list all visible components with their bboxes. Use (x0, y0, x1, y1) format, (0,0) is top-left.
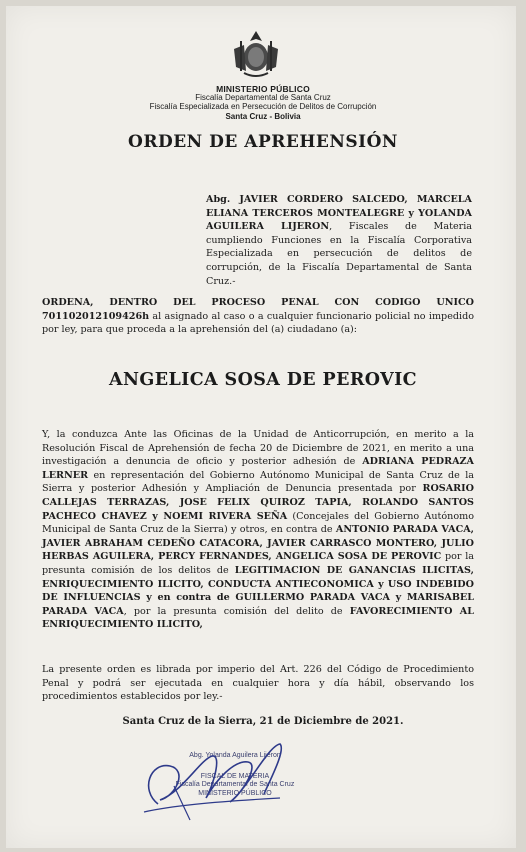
stamp-line: MINISTERIO PÚBLICO (198, 789, 272, 797)
bolivia-coat-of-arms-icon (228, 27, 284, 81)
header-department: Fiscalía Especializada en Persecución de Delitos de Corrupción (149, 102, 377, 111)
body-paragraph (42, 428, 474, 632)
intro-paragraph (206, 193, 472, 288)
document-title: ORDEN DE APREHENSIÓN (128, 132, 398, 152)
closing-paragraph: La presente orden es librada por imperio del Art. 226 del Código de Procedimiento Penal y podrá ser ejecutada en cualquier hora y día hábil, observando los procedimientos establecidos por ley.- (42, 664, 474, 703)
body-text: por la presunta comisión de los delitos de (42, 551, 474, 576)
header-location: Santa Cruz - Bolivia (225, 112, 301, 121)
stamp-line: Abg. Yolanda Aguilera Lijeron (189, 752, 281, 759)
intro-text: , Fiscales de Materia cumpliendo Funciones en la Fiscalía Corporativa Especializada en persecución de delitos de corrupción, de la Fiscalía Departamental de Santa Cruz.- (206, 221, 472, 287)
body-bold: ANTONIO PARADA VACA, JAVIER ABRAHAM CEDEÑO CATACORA, JAVIER CARRASCO MONTERO, JULIO HERBAS AGUILERA, PERCY FERNANDES, ANGELICA SOSA DE PEROVIC (42, 524, 474, 563)
body-text: en representación del Gobierno Autónomo Municipal de Santa Cruz de la Sierra y posterior Adhesión y Ampliación de Denuncia presentada por (42, 469, 474, 495)
handwritten-signature (130, 740, 300, 830)
stamp-line: FISCAL DE MATERIA (200, 772, 270, 780)
body-text: , por la presunta comisión del delito de (123, 605, 350, 617)
body-bold: FAVORECIMIENTO AL ENRIQUECIMIENTO ILICITO, (42, 605, 475, 631)
order-paragraph (42, 296, 474, 337)
header-office: Fiscalía Departamental de Santa Cruz (195, 93, 331, 102)
prosecutor-names: Abg. JAVIER CORDERO SALCEDO, MARCELA ELIANA TERCEROS MONTEALEGRE y YOLANDA AGUILERA LIJERON (206, 194, 472, 233)
order-text: al asignado al caso o a cualquier funcionario policial no impedido por ley, para que proceda a la aprehensión del (a) ciudadano (a): (42, 310, 474, 336)
body-bold: ADRIANA PEDRAZA LERNER (42, 456, 474, 481)
document-date: Santa Cruz de la Sierra, 21 de Diciembre de 2021. (122, 716, 404, 727)
body-bold: ROSARIO CALLEJAS TERRAZAS, JOSE FELIX QUIROZ TAPIA, ROLANDO SANTOS PACHECO CHAVEZ y NOEMI RIVERA SEÑA (42, 483, 474, 522)
body-text: (Concejales del Gobierno Autónomo Municipal de Santa Cruz de la Sierra) y otros, en contra de (42, 510, 474, 536)
header-institution: MINISTERIO PÚBLICO (216, 84, 310, 94)
body-text: Y, la conduzca Ante las Oficinas de la Unidad de Anticorrupción, en merito a la Resolución Fiscal de Aprehensión de fecha 20 de Diciembre de 2021, en merito a una investigación a denuncia de oficio y posterior adhesión de (42, 429, 474, 468)
stamp-line: Fiscalía Departamental de Santa Cruz (175, 781, 295, 788)
order-case-code: ORDENA, DENTRO DEL PROCESO PENAL CON CODIGO UNICO 701102012109426h (42, 297, 474, 322)
body-bold: LEGITIMACION DE GANANCIAS ILICITAS, ENRIQUECIMIENTO ILICITO, CONDUCTA ANTIECONOMICA y USO INDEBIDO DE INFLUENCIAS y en contra de GUILLERMO PARADA VACA y MARISABEL PARADA VACA (42, 564, 474, 617)
accused-name: ANGELICA SOSA DE PEROVIC (108, 370, 417, 390)
